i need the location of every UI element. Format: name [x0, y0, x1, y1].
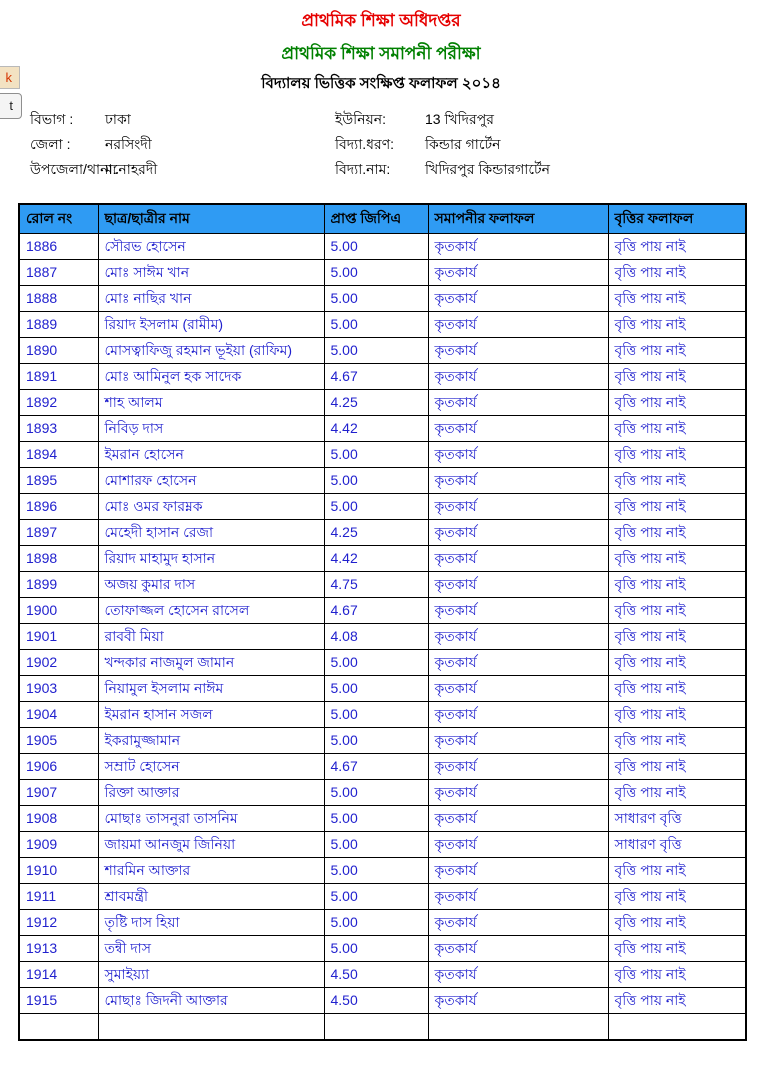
name-cell: শ্রাবমন্ত্রী — [98, 884, 324, 910]
info-row — [30, 107, 730, 132]
scholarship-cell: বৃত্তি পায় নাই — [608, 702, 746, 728]
roll-cell: 1908 — [19, 806, 98, 832]
gpa-cell: 5.00 — [324, 936, 428, 962]
gpa-cell: 5.00 — [324, 286, 428, 312]
name-cell: সম্রাট হোসেন — [98, 754, 324, 780]
result-cell: কৃতকার্য — [428, 234, 608, 260]
result-cell: কৃতকার্য — [428, 676, 608, 702]
gpa-cell: 5.00 — [324, 650, 428, 676]
name-cell: নিবিড় দাস — [98, 416, 324, 442]
result-cell: কৃতকার্য — [428, 962, 608, 988]
result-cell: কৃতকার্য — [428, 858, 608, 884]
roll-cell: 1887 — [19, 260, 98, 286]
scholarship-cell: বৃত্তি পায় নাই — [608, 442, 746, 468]
exam-title: প্রাথমিক শিক্ষা সমাপনী পরীক্ষা — [281, 44, 481, 63]
roll-cell: 1889 — [19, 312, 98, 338]
scholarship-cell: বৃত্তি পায় নাই — [608, 286, 746, 312]
gpa-cell: 5.00 — [324, 702, 428, 728]
roll-cell: 1888 — [19, 286, 98, 312]
result-cell: কৃতকার্য — [428, 936, 608, 962]
table-row — [19, 754, 746, 780]
result-cell: কৃতকার্য — [428, 910, 608, 936]
scholarship-cell: বৃত্তি পায় নাই — [608, 260, 746, 286]
table-row — [19, 286, 746, 312]
name-cell: মোসত্বাফিজু রহমান ভূইয়া (রাফিম) — [98, 338, 324, 364]
scholarship-cell: বৃত্তি পায় নাই — [608, 338, 746, 364]
name-cell: ইকরামুজ্জামান — [98, 728, 324, 754]
table-row — [19, 988, 746, 1014]
name-cell: সৌরভ হোসেন — [98, 234, 324, 260]
gpa-cell: 5.00 — [324, 910, 428, 936]
name-cell: মোঃ নাছির খান — [98, 286, 324, 312]
result-cell: কৃতকার্য — [428, 702, 608, 728]
results-table-header — [19, 204, 746, 234]
result-cell: কৃতকার্য — [428, 546, 608, 572]
name-cell: মেহেদী হাসান রেজা — [98, 520, 324, 546]
result-cell: কৃতকার্য — [428, 494, 608, 520]
district-label: জেলা : — [30, 135, 71, 152]
header-row — [19, 204, 746, 234]
name-cell: মোঃ আমিনুল হক সাদেক — [98, 364, 324, 390]
name-cell: অজয় কুমার দাস — [98, 572, 324, 598]
table-row — [19, 884, 746, 910]
scholarship-cell: বৃত্তি পায় নাই — [608, 546, 746, 572]
scholarship-cell: সাধারণ বৃত্তি — [608, 832, 746, 858]
gpa-cell: 4.42 — [324, 416, 428, 442]
result-cell: কৃতকার্য — [428, 338, 608, 364]
roll-cell: 1904 — [19, 702, 98, 728]
gpa-cell: 4.67 — [324, 754, 428, 780]
info-row — [30, 132, 730, 157]
scholarship-cell: বৃত্তি পায় নাই — [608, 312, 746, 338]
roll-cell: 1890 — [19, 338, 98, 364]
roll-cell — [19, 1014, 98, 1040]
report-title: বিদ্যালয় ভিত্তিক সংক্ষিপ্ত ফলাফল ২০১৪ — [261, 75, 501, 92]
result-cell: কৃতকার্য — [428, 520, 608, 546]
scholarship-cell: বৃত্তি পায় নাই — [608, 650, 746, 676]
org-title: প্রাথমিক শিক্ষা অধিদপ্তর — [301, 11, 461, 30]
name-cell: মোশারফ হোসেন — [98, 468, 324, 494]
name-cell — [98, 1014, 324, 1040]
result-cell: কৃতকার্য — [428, 416, 608, 442]
gpa-cell: 4.75 — [324, 572, 428, 598]
table-row — [19, 1014, 746, 1040]
roll-cell: 1894 — [19, 442, 98, 468]
name-cell: জায়মা আনজুম জিনিয়া — [98, 832, 324, 858]
result-cell: কৃতকার্য — [428, 286, 608, 312]
gpa-cell: 5.00 — [324, 858, 428, 884]
gpa-cell: 5.00 — [324, 468, 428, 494]
gpa-cell: 4.50 — [324, 988, 428, 1014]
result-cell: কৃতকার্য — [428, 884, 608, 910]
gpa-cell: 4.25 — [324, 390, 428, 416]
roll-cell: 1895 — [19, 468, 98, 494]
name-cell: শাহ আলম — [98, 390, 324, 416]
roll-cell: 1886 — [19, 234, 98, 260]
roll-cell: 1897 — [19, 520, 98, 546]
gpa-cell: 5.00 — [324, 832, 428, 858]
name-cell: মোঃ ওমর ফারম্নক — [98, 494, 324, 520]
roll-cell: 1913 — [19, 936, 98, 962]
table-row — [19, 858, 746, 884]
back-button[interactable]: k — [0, 66, 20, 89]
scholarship-cell: বৃত্তি পায় নাই — [608, 598, 746, 624]
name-cell: ইমরান হাসান সজল — [98, 702, 324, 728]
roll-cell: 1892 — [19, 390, 98, 416]
roll-cell: 1893 — [19, 416, 98, 442]
division-value: ঢাকা — [105, 110, 131, 127]
scholarship-result-header: বৃত্তির ফলাফল — [608, 204, 746, 234]
table-row — [19, 364, 746, 390]
gpa-header: প্রাপ্ত জিপিএ — [324, 204, 428, 234]
name-cell: তোফাজ্জল হোসেন রাসেল — [98, 598, 324, 624]
result-cell: কৃতকার্য — [428, 442, 608, 468]
scholarship-cell: বৃত্তি পায় নাই — [608, 780, 746, 806]
scholarship-cell: বৃত্তি পায় নাই — [608, 468, 746, 494]
scholarship-cell: বৃত্তি পায় নাই — [608, 754, 746, 780]
roll-cell: 1914 — [19, 962, 98, 988]
table-row — [19, 234, 746, 260]
gpa-cell: 5.00 — [324, 260, 428, 286]
table-row — [19, 546, 746, 572]
result-cell: কৃতকার্য — [428, 364, 608, 390]
table-row — [19, 624, 746, 650]
name-cell: রিয়াদ মাহামুদ হাসান — [98, 546, 324, 572]
scholarship-cell: বৃত্তি পায় নাই — [608, 858, 746, 884]
gpa-cell: 5.00 — [324, 312, 428, 338]
result-cell: কৃতকার্য — [428, 312, 608, 338]
union-label: ইউনিয়ন: — [335, 110, 387, 127]
gpa-cell: 5.00 — [324, 442, 428, 468]
scholarship-cell: বৃত্তি পায় নাই — [608, 234, 746, 260]
table-row — [19, 780, 746, 806]
name-cell: মোছাঃ তাসনুরা তাসনিম — [98, 806, 324, 832]
table-row — [19, 936, 746, 962]
result-cell: কৃতকার্য — [428, 598, 608, 624]
roll-cell: 1900 — [19, 598, 98, 624]
scholarship-cell — [608, 1014, 746, 1040]
table-row — [19, 442, 746, 468]
gpa-cell: 5.00 — [324, 806, 428, 832]
result-cell: কৃতকার্য — [428, 650, 608, 676]
roll-cell: 1906 — [19, 754, 98, 780]
table-row — [19, 494, 746, 520]
roll-cell: 1909 — [19, 832, 98, 858]
scholarship-cell: বৃত্তি পায় নাই — [608, 572, 746, 598]
scholarship-cell: বৃত্তি পায় নাই — [608, 520, 746, 546]
scholarship-cell: বৃত্তি পায় নাই — [608, 364, 746, 390]
result-cell: কৃতকার্য — [428, 572, 608, 598]
scholarship-cell: সাধারণ বৃত্তি — [608, 806, 746, 832]
division-label: বিভাগ : — [30, 110, 74, 127]
roll-cell: 1901 — [19, 624, 98, 650]
table-row — [19, 572, 746, 598]
roll-header: রোল নং — [19, 204, 98, 234]
table-row — [19, 806, 746, 832]
scholarship-cell: বৃত্তি পায় নাই — [608, 494, 746, 520]
name-cell: তৃষ্টি দাস হিয়া — [98, 910, 324, 936]
gpa-cell — [324, 1014, 428, 1040]
gpa-cell: 4.08 — [324, 624, 428, 650]
name-cell: নিয়ামুল ইসলাম নাঈম — [98, 676, 324, 702]
info-row — [30, 157, 730, 182]
results-table — [18, 203, 747, 1041]
school-name-label: বিদ্যা.নাম: — [335, 160, 391, 177]
roll-cell: 1911 — [19, 884, 98, 910]
gpa-cell: 5.00 — [324, 728, 428, 754]
name-cell: সুমাইয়্যা — [98, 962, 324, 988]
gpa-cell: 4.42 — [324, 546, 428, 572]
table-row — [19, 832, 746, 858]
gpa-cell: 5.00 — [324, 494, 428, 520]
roll-cell: 1899 — [19, 572, 98, 598]
school-name-value: খিদিরপুর কিন্ডারগার্টেন — [425, 160, 550, 177]
gpa-cell: 5.00 — [324, 338, 428, 364]
result-cell: কৃতকার্য — [428, 728, 608, 754]
result-cell: কৃতকার্য — [428, 624, 608, 650]
table-row — [19, 390, 746, 416]
roll-cell: 1915 — [19, 988, 98, 1014]
name-cell: ইমরান হোসেন — [98, 442, 324, 468]
scholarship-cell: বৃত্তি পায় নাই — [608, 936, 746, 962]
name-cell: রিক্তা আক্তার — [98, 780, 324, 806]
result-cell: কৃতকার্য — [428, 754, 608, 780]
upazila-label: উপজেলা/থানা: — [30, 160, 117, 177]
result-cell — [428, 1014, 608, 1040]
scholarship-cell: বৃত্তি পায় নাই — [608, 416, 746, 442]
roll-cell: 1902 — [19, 650, 98, 676]
table-row — [19, 598, 746, 624]
district-value: নরসিংদী — [105, 135, 152, 152]
name-cell: শারমিন আক্তার — [98, 858, 324, 884]
union-value: 13 খিদিরপুর — [425, 110, 494, 127]
result-cell: কৃতকার্য — [428, 806, 608, 832]
table-row — [19, 338, 746, 364]
result-cell: কৃতকার্য — [428, 260, 608, 286]
gpa-cell: 4.67 — [324, 598, 428, 624]
scholarship-cell: বৃত্তি পায় নাই — [608, 884, 746, 910]
name-cell: রিয়াদ ইসলাম (রামীম) — [98, 312, 324, 338]
print-button[interactable]: t — [0, 93, 22, 119]
school-type-label: বিদ্যা.ধরণ: — [335, 135, 395, 152]
scholarship-cell: বৃত্তি পায় নাই — [608, 390, 746, 416]
results-tbody — [19, 234, 746, 1040]
result-cell: কৃতকার্য — [428, 468, 608, 494]
table-row — [19, 728, 746, 754]
roll-cell: 1910 — [19, 858, 98, 884]
roll-cell: 1896 — [19, 494, 98, 520]
upazila-value: মনোহরদী — [105, 160, 158, 177]
table-row — [19, 650, 746, 676]
name-cell: রাববী মিয়া — [98, 624, 324, 650]
roll-cell: 1905 — [19, 728, 98, 754]
roll-cell: 1898 — [19, 546, 98, 572]
scholarship-cell: বৃত্তি পায় নাই — [608, 988, 746, 1014]
gpa-cell: 5.00 — [324, 676, 428, 702]
table-row — [19, 468, 746, 494]
table-row — [19, 702, 746, 728]
result-cell: কৃতকার্য — [428, 988, 608, 1014]
school-info — [30, 107, 730, 182]
roll-cell: 1912 — [19, 910, 98, 936]
table-row — [19, 676, 746, 702]
gpa-cell: 5.00 — [324, 234, 428, 260]
scholarship-cell: বৃত্তি পায় নাই — [608, 676, 746, 702]
roll-cell: 1891 — [19, 364, 98, 390]
gpa-cell: 4.50 — [324, 962, 428, 988]
gpa-cell: 5.00 — [324, 780, 428, 806]
roll-cell: 1903 — [19, 676, 98, 702]
table-row — [19, 416, 746, 442]
gpa-cell: 5.00 — [324, 884, 428, 910]
scholarship-cell: বৃত্তি পায় নাই — [608, 728, 746, 754]
result-cell: কৃতকার্য — [428, 780, 608, 806]
gpa-cell: 4.25 — [324, 520, 428, 546]
roll-cell: 1907 — [19, 780, 98, 806]
result-cell: কৃতকার্য — [428, 832, 608, 858]
scholarship-cell: বৃত্তি পায় নাই — [608, 962, 746, 988]
gpa-cell: 4.67 — [324, 364, 428, 390]
student-name-header: ছাত্র/ছাত্রীর নাম — [98, 204, 324, 234]
scholarship-cell: বৃত্তি পায় নাই — [608, 910, 746, 936]
exam-result-header: সমাপনীর ফলাফল — [428, 204, 608, 234]
table-row — [19, 312, 746, 338]
name-cell: খন্দকার নাজমুল জামান — [98, 650, 324, 676]
school-type-value: কিন্ডার গার্টেন — [425, 135, 501, 152]
table-row — [19, 520, 746, 546]
name-cell: মোঃ সাঈম খান — [98, 260, 324, 286]
scholarship-cell: বৃত্তি পায় নাই — [608, 624, 746, 650]
table-row — [19, 910, 746, 936]
result-cell: কৃতকার্য — [428, 390, 608, 416]
table-row — [19, 962, 746, 988]
table-row — [19, 260, 746, 286]
name-cell: তন্বী দাস — [98, 936, 324, 962]
name-cell: মোছাঃ জিদনী আক্তার — [98, 988, 324, 1014]
